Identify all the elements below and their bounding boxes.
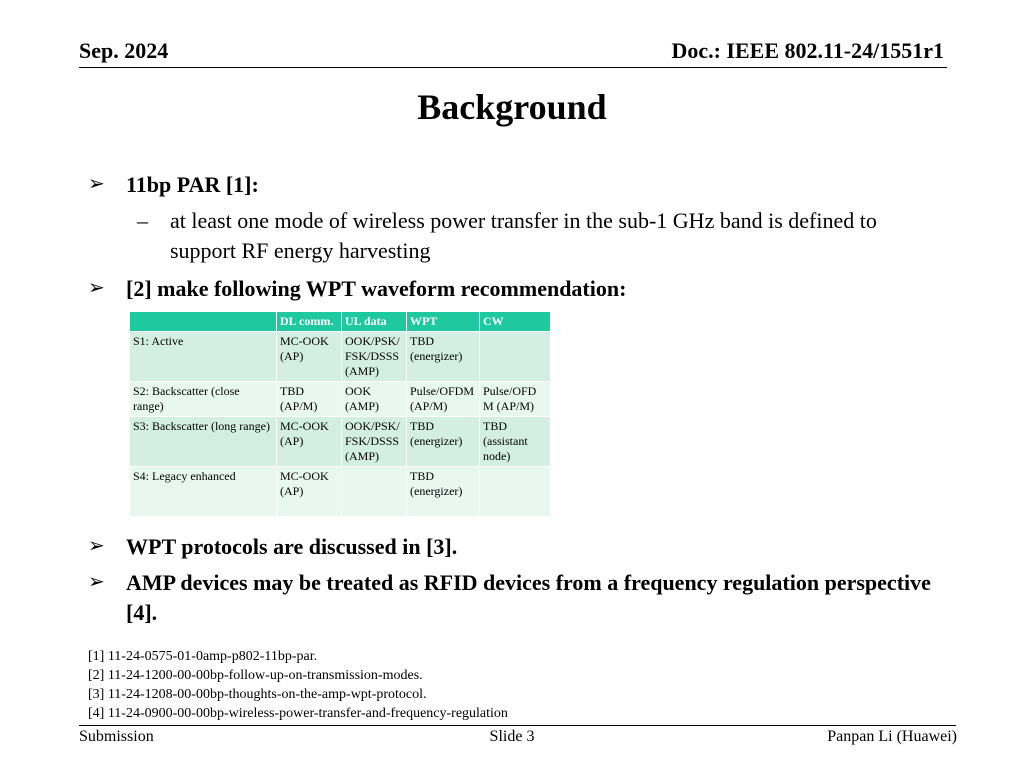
table-cell: TBD (energizer) [407, 332, 480, 382]
bullet-item [88, 532, 457, 562]
table-row [130, 332, 551, 382]
table-cell: MC-OOK (AP) [277, 332, 342, 382]
sub-bullet-text: at least one mode of wireless power transfer in the sub-1 GHz band is defined to support RF energy harvesting [170, 208, 877, 263]
arrow-bullet-icon: ➢ [88, 277, 105, 299]
table-cell [480, 332, 551, 382]
table-cell: MC-OOK (AP) [277, 417, 342, 467]
header-divider [79, 67, 947, 68]
table-cell: TBD (energizer) [407, 467, 480, 517]
table-cell: OOK/PSK/ FSK/DSSS (AMP) [342, 332, 407, 382]
footer-submission: Submission [79, 728, 154, 745]
table-cell: S2: Backscatter (close range) [130, 382, 277, 417]
table-cell: TBD (energizer) [407, 417, 480, 467]
table-header-cell [130, 312, 277, 332]
table-header-row [130, 312, 551, 332]
table-cell: Pulse/OFD M (AP/M) [480, 382, 551, 417]
table-cell [342, 467, 407, 517]
table-row [130, 417, 551, 467]
bullet-item [88, 170, 259, 200]
table-cell: TBD (assistant node) [480, 417, 551, 467]
table-cell: S1: Active [130, 332, 277, 382]
table-cell: Pulse/OFDM (AP/M) [407, 382, 480, 417]
slide-title: Background [417, 87, 607, 127]
table-cell: S4: Legacy enhanced [130, 467, 277, 517]
header-doc-id: Doc.: IEEE 802.11-24/1551r1 [671, 38, 944, 63]
footer-divider [79, 725, 956, 726]
table-cell: S3: Backscatter (long range) [130, 417, 277, 467]
table-header-cell: WPT [407, 312, 480, 332]
wpt-recommendation-table [129, 311, 551, 517]
table-cell [480, 467, 551, 517]
sub-bullet-item [137, 206, 917, 266]
arrow-bullet-icon: ➢ [88, 173, 105, 195]
bullet-item [88, 568, 948, 628]
arrow-bullet-icon: ➢ [88, 571, 105, 593]
table-header-cell: DL comm. [277, 312, 342, 332]
reference-list [88, 647, 508, 723]
bullet-text: 11bp PAR [1]: [126, 172, 259, 197]
reference-item: [3] 11-24-1208-00-00bp-thoughts-on-the-amp-wpt-protocol. [88, 687, 427, 702]
table-row [130, 467, 551, 517]
bullet-text: [2] make following WPT waveform recommendation: [126, 276, 627, 301]
table-header-cell: CW [480, 312, 551, 332]
reference-item: [2] 11-24-1200-00-00bp-follow-up-on-transmission-modes. [88, 668, 423, 683]
bullet-text: WPT protocols are discussed in [3]. [126, 534, 458, 559]
table-header-cell: UL data [342, 312, 407, 332]
table-row [130, 382, 551, 417]
table-cell: TBD (AP/M) [277, 382, 342, 417]
table-cell: OOK/PSK/ FSK/DSSS (AMP) [342, 417, 407, 467]
bullet-text: AMP devices may be treated as RFID devices from a frequency regulation perspective [4]. [126, 570, 931, 625]
reference-item: [1] 11-24-0575-01-0amp-p802-11bp-par. [88, 649, 318, 664]
arrow-bullet-icon: ➢ [88, 535, 105, 557]
table-cell: MC-OOK (AP) [277, 467, 342, 517]
table-cell: OOK (AMP) [342, 382, 407, 417]
footer-author: Panpan Li (Huawei) [827, 728, 957, 745]
header-date: Sep. 2024 [79, 38, 169, 63]
footer-slide-number: Slide 3 [489, 728, 535, 745]
bullet-item [88, 274, 626, 304]
dash-marker: – [137, 208, 148, 233]
reference-item: [4] 11-24-0900-00-00bp-wireless-power-transfer-and-frequency-regulation [88, 706, 508, 721]
